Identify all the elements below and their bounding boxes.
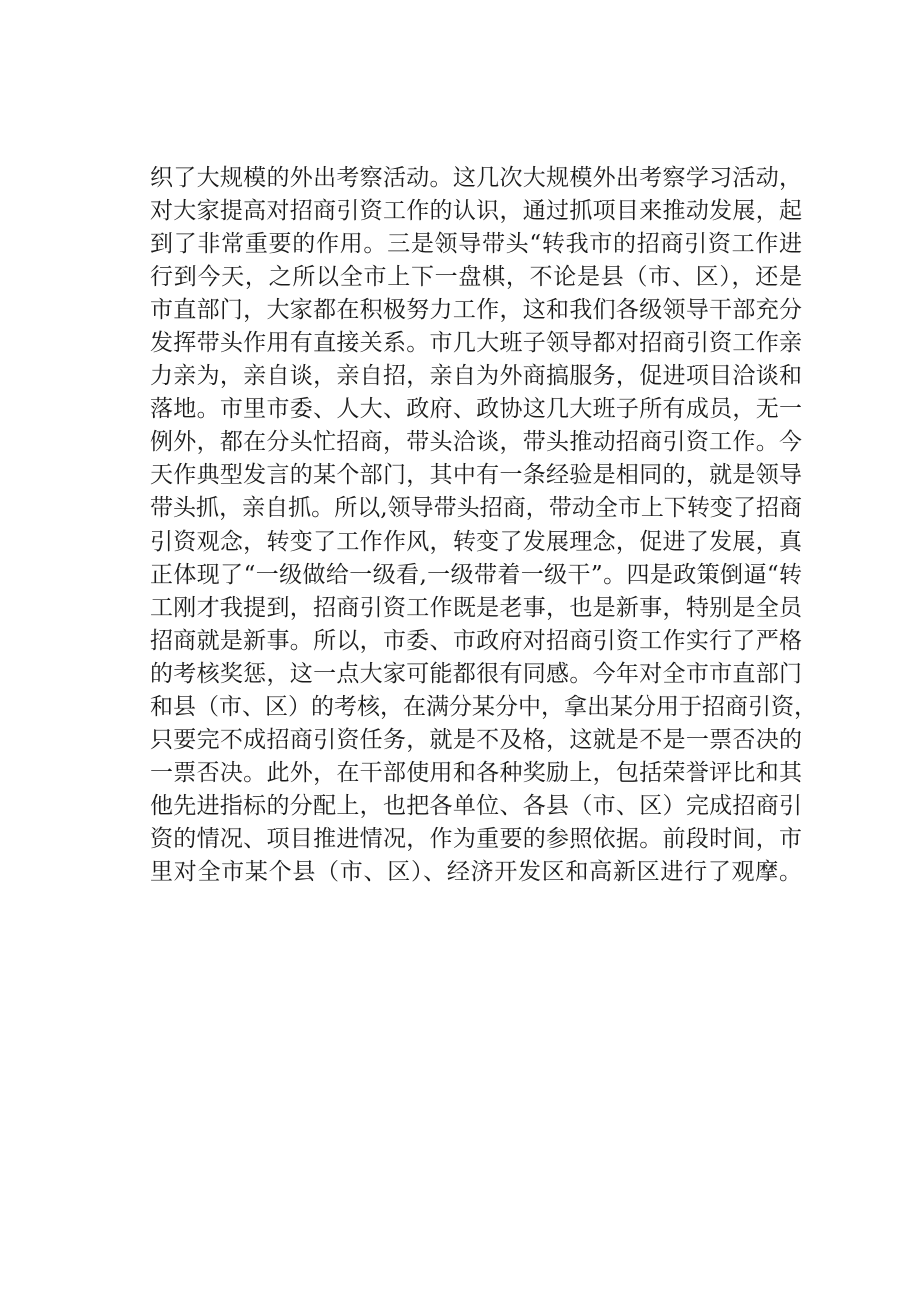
text-line: 工刚才我提到，招商引资工作既是老事，也是新事，特别是全员 [150, 594, 802, 621]
text-line: 天作典型发言的某个部门，其中有一条经验是相同的，就是领导 [150, 462, 802, 489]
text-line: 资的情况、项目推进情况，作为重要的参照依据。前段时间，市 [150, 825, 802, 852]
text-line: 引资观念，转变了工作作风，转变了发展理念，促进了发展，真 [150, 528, 802, 555]
text-line: 发挥带头作用有直接关系。市几大班子领导都对招商引资工作亲 [150, 330, 802, 357]
text-line: 他先进指标的分配上，也把各单位、各县（市、区）完成招商引 [150, 792, 802, 819]
text-line: 市直部门，大家都在积极努力工作，这和我们各级领导干部充分 [150, 297, 802, 324]
text-line: 对大家提高对招商引资工作的认识，通过抓项目来推动发展，起 [150, 198, 802, 225]
text-line: 落地。市里市委、人大、政府、政协这几大班子所有成员，无一 [150, 396, 802, 423]
text-line: 只要完不成招商引资任务，就是不及格，这就是不是一票否决的 [150, 726, 802, 753]
text-line: 和县（市、区）的考核，在满分某分中，拿出某分用于招商引资， [150, 693, 817, 720]
text-line: 到了非常重要的作用。三是领导带头“转我市的招商引资工作进 [150, 231, 802, 258]
text-line: 例外，都在分头忙招商，带头洽谈，带头推动招商引资工作。今 [150, 429, 802, 456]
text-line: 的考核奖惩，这一点大家可能都很有同感。今年对全市市直部门 [150, 660, 802, 687]
text-line: 织了大规模的外出考察活动。这几次大规模外出考察学习活动， [150, 165, 802, 191]
text-line: 招商就是新事。所以，市委、市政府对招商引资工作实行了严格 [150, 627, 802, 654]
document-page [150, 162, 817, 889]
text-line: 力亲为，亲自谈，亲自招，亲自为外商搞服务，促进项目洽谈和 [150, 363, 802, 390]
text-line: 里对全市某个县（市、区）、经济开发区和高新区进行了观摩。 [150, 858, 802, 885]
text-line: 一票否决。此外，在干部使用和各种奖励上，包括荣誉评比和其 [150, 759, 802, 786]
text-line: 行到今天，之所以全市上下一盘棋，不论是县（市、区），还是 [150, 264, 802, 291]
text-line: 正体现了“一级做给一级看,一级带着一级干”。四是政策倒逼“转 [150, 561, 802, 588]
text-line: 带头抓，亲自抓。所以,领导带头招商，带动全市上下转变了招商 [150, 495, 802, 522]
